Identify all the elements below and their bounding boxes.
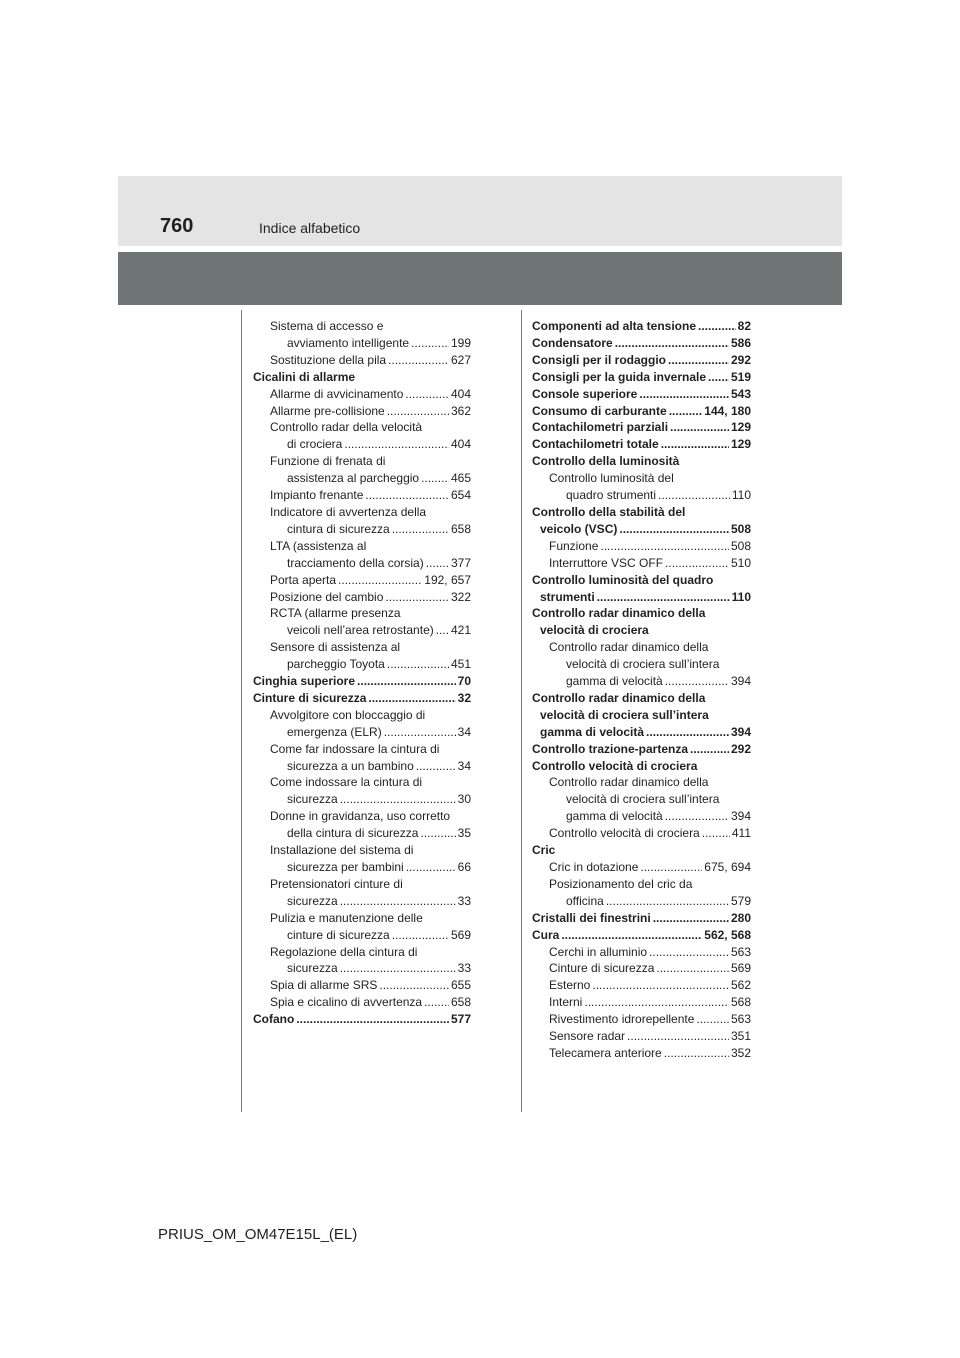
index-entry-term: Spia di allarme SRS <box>270 978 378 993</box>
index-entry-term: gamma di velocità <box>566 809 663 824</box>
dot-leader <box>340 893 456 910</box>
index-entry-term: Cofano <box>253 1012 295 1027</box>
index-entry-term: Esterno <box>549 978 591 993</box>
index-entry-page: 508 <box>730 521 751 536</box>
index-entry-page: 129 <box>730 437 751 452</box>
index-entry <box>253 639 471 656</box>
index-entry <box>532 910 751 927</box>
dot-leader <box>606 893 729 910</box>
index-entry-term: Controllo luminosità del quadro <box>532 572 714 587</box>
index-entry <box>532 504 751 521</box>
index-entry <box>532 690 751 707</box>
dot-leader <box>649 944 729 961</box>
index-entry-term: sicurezza <box>287 961 338 976</box>
index-entry <box>532 521 751 538</box>
index-entry-term: cintura di sicurezza <box>287 521 390 536</box>
index-entry-page: 658 <box>450 995 471 1010</box>
index-entry-term: Avvolgitore con bloccaggio di <box>270 707 426 722</box>
index-entry-page: 394 <box>730 674 751 689</box>
dot-leader <box>615 335 729 352</box>
index-entry <box>253 690 471 707</box>
dot-leader <box>424 994 449 1011</box>
index-column-right <box>532 318 751 1062</box>
index-entry <box>532 656 751 673</box>
index-entry <box>253 876 471 893</box>
dot-leader <box>661 436 729 453</box>
dot-leader <box>357 673 456 690</box>
index-entry-term: Condensatore <box>532 335 613 350</box>
index-entry-page: 292 <box>730 352 751 367</box>
dot-leader <box>619 521 729 538</box>
dot-leader <box>646 724 729 741</box>
index-entry-page: 562, 568 <box>704 927 751 942</box>
index-entry-term: parcheggio Toyota <box>287 657 385 672</box>
index-entry-term: Funzione di frenata di <box>270 454 386 469</box>
index-entry-term: Pulizia e manutenzione delle <box>270 910 423 925</box>
index-entry-term: Come far indossare la cintura di <box>270 741 440 756</box>
index-entry <box>532 605 751 622</box>
dot-leader <box>665 808 729 825</box>
index-entry-term: Indicatore di avvertenza della <box>270 504 427 519</box>
index-entry <box>253 419 471 436</box>
dot-leader <box>670 419 729 436</box>
index-entry-page: 569 <box>730 961 751 976</box>
index-entry-term: Pretensionatori cinture di <box>270 876 403 891</box>
dot-leader <box>420 825 455 842</box>
dot-leader <box>387 403 449 420</box>
index-entry <box>253 774 471 791</box>
index-entry-page: 675, 694 <box>704 860 751 874</box>
index-entry-page: 30 <box>457 792 471 807</box>
dot-leader <box>690 741 729 758</box>
index-entry <box>532 825 751 842</box>
index-entry-term: Spia e cicalino di avvertenza <box>270 995 423 1010</box>
index-entry-page: 82 <box>737 319 751 333</box>
index-entry-term: velocità di crociera <box>540 623 649 638</box>
index-entry-page: 654 <box>450 488 471 503</box>
index-entry-term: Interni <box>549 995 583 1010</box>
index-entry <box>532 944 751 961</box>
index-entry-term: Controllo luminosità del <box>549 471 674 486</box>
index-entry-page: 362 <box>450 403 471 418</box>
index-entry-page: 411 <box>731 826 751 841</box>
index-entry <box>253 470 471 487</box>
dot-leader <box>702 825 730 842</box>
index-entry-page: 70 <box>457 674 471 689</box>
index-entry <box>532 555 751 572</box>
index-entry <box>532 470 751 487</box>
index-entry-page: 577 <box>450 1012 471 1027</box>
index-entry-page: 563 <box>730 1012 751 1027</box>
index-entry <box>253 893 471 910</box>
index-entry-term: Allarme pre-collisione <box>270 403 385 418</box>
index-entry <box>253 656 471 673</box>
index-entry-page: 569 <box>450 927 471 942</box>
section-title: Indice alfabetico <box>259 220 361 236</box>
index-entry-page: 508 <box>730 538 751 553</box>
index-entry-term: assistenza al parcheggio <box>287 471 420 486</box>
index-entry <box>253 927 471 944</box>
index-entry-term: Cristalli dei finestrini <box>532 910 651 925</box>
index-entry-term: Installazione del sistema di <box>270 843 414 858</box>
index-entry-term: Cicalini di allarme <box>253 369 356 384</box>
index-entry-term: Sostituzione della pila <box>270 352 387 367</box>
dot-leader <box>406 859 456 876</box>
index-entry-term: Come indossare la cintura di <box>270 775 423 790</box>
dot-leader <box>426 555 449 572</box>
index-entry <box>532 842 751 859</box>
index-entry <box>532 369 751 386</box>
index-entry <box>253 673 471 690</box>
index-entry <box>532 791 751 808</box>
index-entry-term: gamma di velocità <box>566 674 663 689</box>
header-band <box>118 176 842 246</box>
dot-leader <box>387 656 449 673</box>
dot-leader <box>627 1028 729 1045</box>
dot-leader <box>392 927 449 944</box>
dot-leader <box>561 927 702 944</box>
index-entry-term: Porta aperta <box>270 572 337 587</box>
index-entry-term: veicolo (VSC) <box>540 521 618 536</box>
dot-leader <box>368 690 455 707</box>
index-entry-page: 568 <box>730 995 751 1010</box>
dot-leader <box>653 910 729 927</box>
page-number: 760 <box>160 215 194 237</box>
index-entry <box>253 555 471 572</box>
dot-leader <box>385 589 449 606</box>
index-entry-term: della cintura di sicurezza <box>287 826 419 841</box>
index-entry-page: 199 <box>450 335 471 350</box>
index-entry-page: 404 <box>450 437 471 452</box>
index-entry <box>253 944 471 961</box>
dot-leader <box>665 673 729 690</box>
dot-leader <box>340 960 456 977</box>
index-entry-term: gamma di velocità <box>540 724 645 739</box>
dot-leader <box>411 335 449 352</box>
index-entry <box>532 572 751 589</box>
index-entry <box>532 318 751 335</box>
index-entry-term: cinture di sicurezza <box>287 927 390 942</box>
index-entry-term: sicurezza <box>287 893 338 908</box>
index-entry-term: emergenza (ELR) <box>287 724 382 739</box>
index-entry <box>532 808 751 825</box>
index-entry <box>532 673 751 690</box>
index-entry <box>532 335 751 352</box>
dot-leader <box>639 386 729 403</box>
index-entry-page: 66 <box>457 860 471 874</box>
index-entry <box>532 724 751 741</box>
index-entry <box>253 487 471 504</box>
dot-leader <box>338 572 422 589</box>
dot-leader <box>665 555 729 572</box>
index-entry-term: sicurezza per bambini <box>287 860 404 874</box>
index-entry-term: Impianto frenante <box>270 488 364 503</box>
index-entry-page: 110 <box>731 488 751 503</box>
index-entry-page: 519 <box>730 369 751 384</box>
index-entry <box>253 808 471 825</box>
index-entry <box>253 403 471 420</box>
index-entry-term: Sensore radar <box>549 1029 626 1044</box>
index-column-left <box>253 318 471 1028</box>
index-entry-page: 34 <box>457 758 471 773</box>
dot-leader <box>708 369 729 386</box>
index-entry-term: Regolazione della cintura di <box>270 944 418 959</box>
dot-leader <box>388 352 449 369</box>
index-entry <box>532 622 751 639</box>
dot-leader <box>340 791 456 808</box>
dot-leader <box>405 386 449 403</box>
index-entry-term: Componenti ad alta tensione <box>532 319 697 333</box>
index-entry-term: Controllo velocità di crociera <box>549 826 700 841</box>
index-entry-page: 562 <box>730 978 751 993</box>
index-entry-term: Controllo della stabilità del <box>532 504 686 519</box>
index-entry-term: RCTA (allarme presenza <box>270 606 401 621</box>
dot-leader <box>584 994 729 1011</box>
index-entry-page: 280 <box>730 910 751 925</box>
index-entry <box>253 741 471 758</box>
index-entry-page: 144, 180 <box>704 403 751 418</box>
index-entry <box>532 927 751 944</box>
index-entry-term: Controllo radar dinamico della <box>549 775 709 790</box>
index-entry-term: Interruttore VSC OFF <box>549 555 664 570</box>
index-entry <box>253 994 471 1011</box>
index-entry <box>532 1011 751 1028</box>
index-entry <box>532 893 751 910</box>
index-entry <box>532 386 751 403</box>
dot-leader <box>421 470 449 487</box>
index-entry <box>253 1011 471 1028</box>
index-entry-page: 394 <box>730 724 751 739</box>
index-entry-term: Cura <box>532 927 560 942</box>
index-entry-page: 33 <box>457 893 471 908</box>
index-entry <box>532 741 751 758</box>
middle-column-rule <box>521 310 522 1112</box>
index-entry <box>532 419 751 436</box>
index-entry-term: Cerchi in alluminio <box>549 944 648 959</box>
index-entry <box>253 842 471 859</box>
index-entry-term: avviamento intelligente <box>287 335 410 350</box>
index-entry-page: 563 <box>730 944 751 959</box>
document-code: PRIUS_OM_OM47E15L_(EL) <box>158 1226 358 1243</box>
index-entry-term: Controllo trazione-partenza <box>532 741 689 756</box>
index-entry-page: 465 <box>450 471 471 486</box>
index-entry-term: Controllo radar della velocità <box>270 420 423 435</box>
index-entry-term: Controllo radar dinamico della <box>549 640 709 655</box>
index-entry-term: Telecamera anteriore <box>549 1045 662 1060</box>
index-entry-term: tracciamento della corsia) <box>287 555 424 570</box>
index-entry <box>532 487 751 504</box>
dot-leader <box>698 318 736 335</box>
index-entry <box>253 386 471 403</box>
index-entry-term: Cinture di sicurezza <box>549 961 655 976</box>
index-entry <box>532 403 751 420</box>
index-entry-page: 377 <box>450 555 471 570</box>
index-entry-page: 404 <box>450 386 471 401</box>
dot-leader <box>592 977 729 994</box>
index-entry <box>253 622 471 639</box>
index-entry <box>253 352 471 369</box>
index-entry-term: Controllo velocità di crociera <box>532 758 698 773</box>
index-entry-term: Consigli per la guida invernale <box>532 369 707 384</box>
index-entry-page: 35 <box>457 826 471 841</box>
index-entry-term: velocità di crociera sull’intera <box>540 707 709 722</box>
index-entry <box>253 859 471 876</box>
index-entry-term: Console superiore <box>532 386 638 401</box>
index-entry <box>253 335 471 352</box>
index-entry <box>253 977 471 994</box>
index-entry-page: 394 <box>730 809 751 824</box>
index-entry-term: Cinture di sicurezza <box>253 690 367 705</box>
index-entry <box>253 504 471 521</box>
index-entry-term: strumenti <box>540 589 595 604</box>
index-entry <box>253 960 471 977</box>
index-entry <box>253 605 471 622</box>
index-entry <box>532 352 751 369</box>
dot-leader <box>640 859 702 876</box>
index-entry-term: Allarme di avvicinamento <box>270 386 404 401</box>
index-entry-term: sicurezza <box>287 792 338 807</box>
index-entry-term: Controllo radar dinamico della <box>532 690 706 705</box>
index-entry <box>253 369 471 386</box>
index-entry <box>253 572 471 589</box>
index-entry-term: velocità di crociera sull’intera <box>566 792 720 807</box>
index-entry-term: sicurezza a un bambino <box>287 758 414 773</box>
index-entry <box>532 453 751 470</box>
dot-leader <box>658 487 730 504</box>
index-entry <box>253 910 471 927</box>
index-entry-page: 655 <box>450 978 471 993</box>
index-entry-page: 110 <box>731 589 751 604</box>
index-entry-term: Consigli per il rodaggio <box>532 352 667 367</box>
index-entry <box>532 758 751 775</box>
index-entry <box>253 758 471 775</box>
index-entry-page: 192, 657 <box>424 572 471 587</box>
index-entry <box>532 977 751 994</box>
dot-leader <box>436 622 449 639</box>
index-entry-page: 352 <box>730 1045 751 1060</box>
index-entry-page: 627 <box>450 352 471 367</box>
dot-leader <box>668 352 729 369</box>
index-entry <box>532 876 751 893</box>
index-entry-page: 34 <box>457 724 471 739</box>
left-column-rule <box>241 310 242 1112</box>
index-entry-term: Rivestimento idrorepellente <box>549 1012 695 1027</box>
dot-leader <box>696 1011 729 1028</box>
dot-leader <box>379 977 449 994</box>
index-entry <box>532 859 751 876</box>
index-entry <box>253 538 471 555</box>
index-entry <box>532 436 751 453</box>
index-entry-term: Sistema di accesso e <box>270 319 384 333</box>
index-entry-term: Cric <box>532 843 556 858</box>
index-entry <box>253 318 471 335</box>
index-entry <box>253 825 471 842</box>
index-entry-page: 451 <box>450 657 471 672</box>
index-entry <box>253 707 471 724</box>
index-entry-term: veicoli nell’area retrostante) <box>287 623 434 638</box>
index-entry-page: 322 <box>450 589 471 604</box>
index-entry <box>532 639 751 656</box>
header-dark-band <box>118 252 842 305</box>
index-entry-page: 586 <box>730 335 751 350</box>
index-entry-term: Controllo radar dinamico della <box>532 606 706 621</box>
index-entry-term: LTA (assistenza al <box>270 538 367 553</box>
index-entry-page: 579 <box>730 893 751 908</box>
index-entry-term: Contachilometri parziali <box>532 420 669 435</box>
index-entry-page: 129 <box>730 420 751 435</box>
index-entry-term: Funzione <box>549 538 599 553</box>
index-entry <box>253 724 471 741</box>
dot-leader <box>664 1045 729 1062</box>
dot-leader <box>669 403 703 420</box>
index-entry <box>253 791 471 808</box>
index-entry-page: 32 <box>457 690 471 705</box>
index-entry-term: Controllo della luminosità <box>532 454 680 469</box>
index-entry-term: Consumo di carburante <box>532 403 667 418</box>
index-entry-term: velocità di crociera sull’intera <box>566 657 720 672</box>
dot-leader <box>656 960 729 977</box>
index-entry-page: 421 <box>450 623 471 638</box>
index-entry-page: 33 <box>457 961 471 976</box>
index-entry-page: 351 <box>730 1029 751 1044</box>
dot-leader <box>365 487 449 504</box>
index-entry <box>253 521 471 538</box>
index-entry <box>253 453 471 470</box>
index-entry <box>532 538 751 555</box>
index-entry <box>532 774 751 791</box>
index-entry <box>253 436 471 453</box>
index-entry <box>532 960 751 977</box>
dot-leader <box>597 589 730 606</box>
dot-leader <box>392 521 449 538</box>
index-entry <box>253 589 471 606</box>
index-entry-page: 292 <box>730 741 751 756</box>
index-entry <box>532 707 751 724</box>
dot-leader <box>296 1011 449 1028</box>
index-entry-term: di crociera <box>287 437 343 452</box>
dot-leader <box>600 538 729 555</box>
index-entry <box>532 1045 751 1062</box>
index-entry-term: officina <box>566 893 604 908</box>
dot-leader <box>344 436 449 453</box>
dot-leader <box>416 758 456 775</box>
index-entry <box>532 589 751 606</box>
index-entry-term: Sensore di assistenza al <box>270 640 401 655</box>
index-entry <box>532 1028 751 1045</box>
index-entry-page: 510 <box>730 555 751 570</box>
index-entry-term: Cinghia superiore <box>253 674 356 689</box>
index-entry-term: Cric in dotazione <box>549 860 639 874</box>
dot-leader <box>384 724 456 741</box>
index-entry <box>532 994 751 1011</box>
index-entry-term: Posizione del cambio <box>270 589 384 604</box>
index-entry-term: Contachilometri totale <box>532 437 659 452</box>
index-entry-term: Donne in gravidanza, uso corretto <box>270 809 451 824</box>
index-entry-term: quadro strumenti <box>566 488 657 503</box>
index-entry-term: Posizionamento del cric da <box>549 876 693 891</box>
index-entry-page: 543 <box>730 386 751 401</box>
index-entry-page: 658 <box>450 521 471 536</box>
